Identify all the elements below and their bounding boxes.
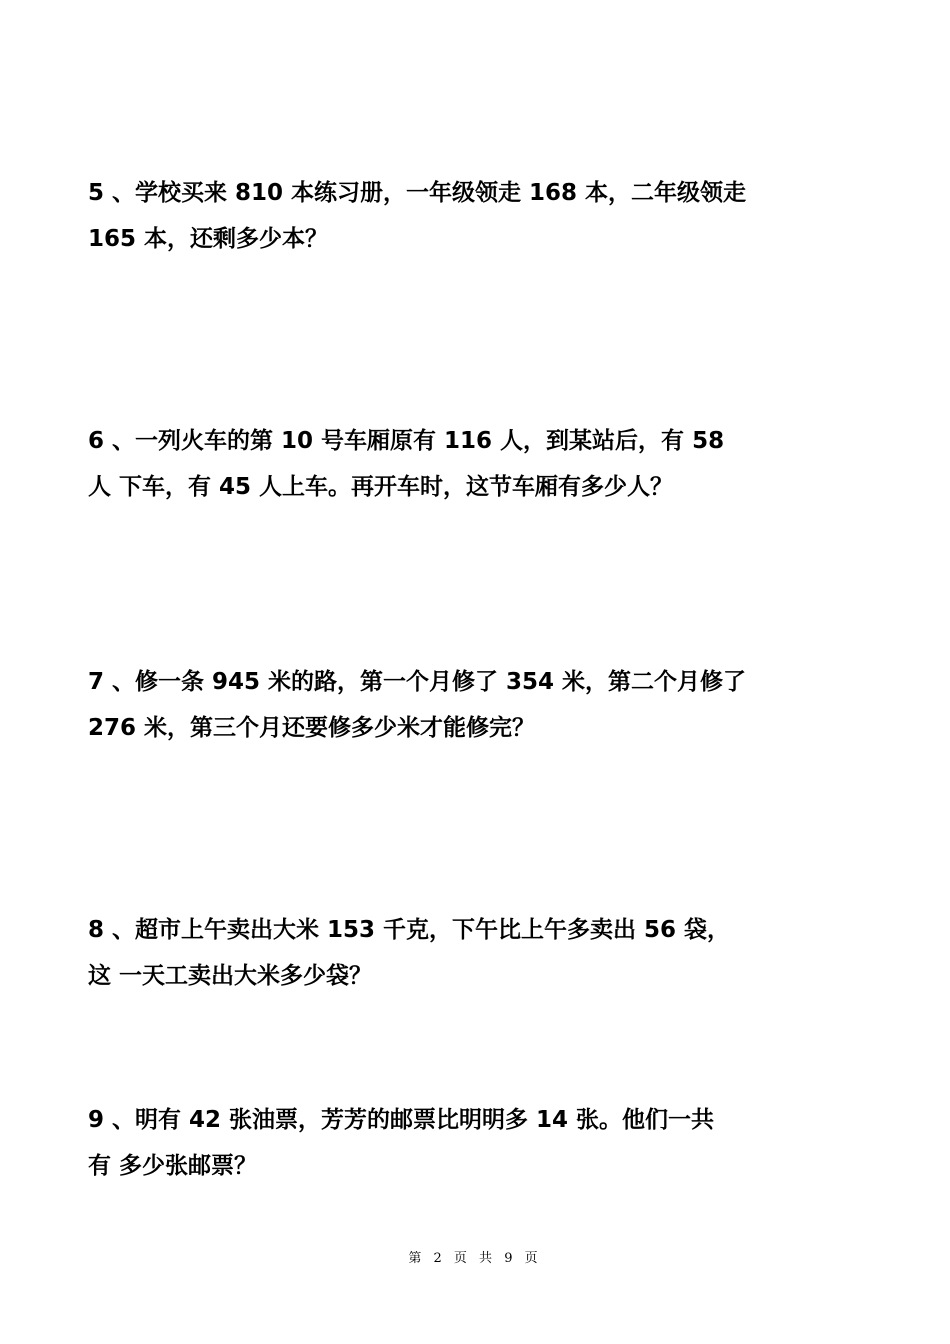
problem-7 xyxy=(88,659,868,751)
problem-9-line-1: 9 、明有 42 张油票，芳芳的邮票比明明多 14 张。他们一共 xyxy=(88,1107,715,1133)
problem-5 xyxy=(88,170,868,262)
problem-5-line-2: 165 本，还剩多少本？ xyxy=(88,226,329,252)
page-number-footer: 第 2 页 共 9 页 xyxy=(408,1251,542,1266)
problem-8-line-2: 这 一天工卖出大米多少袋？ xyxy=(88,963,373,989)
problem-5-line-1: 5 、学校买来 810 本练习册，一年级领走 168 本，二年级领走 xyxy=(88,180,747,206)
problem-6 xyxy=(88,418,868,510)
problem-7-line-1: 7 、修一条 945 米的路，第一个月修了 354 米，第二个月修了 xyxy=(88,669,747,695)
problem-8 xyxy=(88,907,868,999)
problem-9 xyxy=(88,1097,868,1189)
problem-6-line-2: 人 下车，有 45 人上车。再开车时，这节车厢有多少人？ xyxy=(88,474,674,500)
problem-7-line-2: 276 米，第三个月还要修多少米才能修完？ xyxy=(88,715,536,741)
problem-6-line-1: 6 、一列火车的第 10 号车厢原有 116 人，到某站后，有 58 xyxy=(88,428,725,454)
problem-8-line-1: 8 、超市上午卖出大米 153 千克，下午比上午多卖出 56 袋， xyxy=(88,917,731,943)
problem-9-line-2: 有 多少张邮票？ xyxy=(88,1153,258,1179)
